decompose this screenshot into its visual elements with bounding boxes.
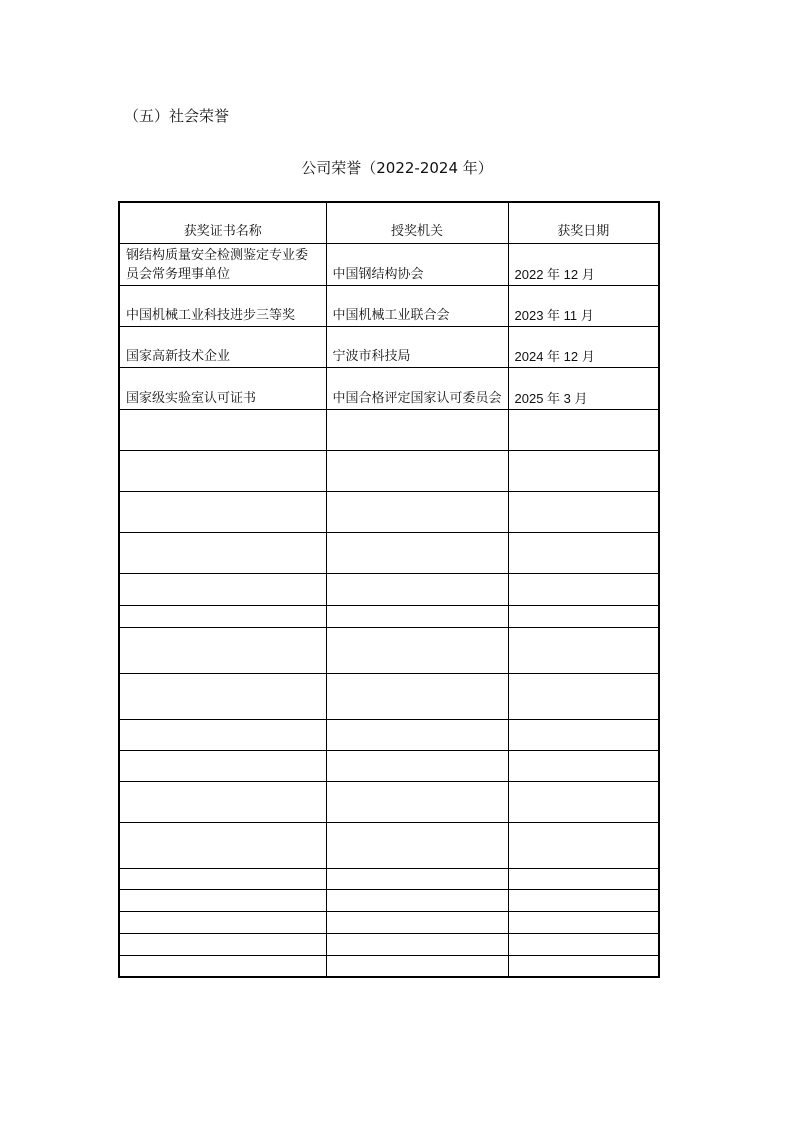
empty-row [119, 889, 659, 911]
award-name-cell: 国家高新技术企业 [119, 326, 326, 367]
empty-cell [326, 450, 508, 491]
authority-cell: 中国机械工业联合会 [326, 285, 508, 326]
empty-cell [508, 627, 659, 673]
honors-table [118, 201, 660, 978]
empty-cell [119, 822, 326, 868]
empty-cell [326, 911, 508, 933]
empty-cell [326, 673, 508, 719]
empty-cell [119, 605, 326, 627]
award-name-cell: 国家级实验室认可证书 [119, 367, 326, 409]
empty-row [119, 750, 659, 781]
header-authority: 授奖机关 [326, 202, 508, 243]
empty-row [119, 409, 659, 450]
empty-cell [508, 955, 659, 977]
empty-row [119, 933, 659, 955]
empty-cell [508, 409, 659, 450]
empty-cell [119, 532, 326, 573]
empty-cell [326, 868, 508, 889]
empty-cell [508, 719, 659, 750]
empty-row [119, 719, 659, 750]
empty-cell [326, 409, 508, 450]
empty-cell [326, 781, 508, 822]
award-date-cell: 2024 年 12 月 [508, 326, 659, 367]
empty-cell [508, 933, 659, 955]
empty-cell [508, 673, 659, 719]
empty-cell [119, 868, 326, 889]
empty-row [119, 822, 659, 868]
empty-cell [119, 933, 326, 955]
empty-cell [326, 955, 508, 977]
award-name-cell: 中国机械工业科技进步三等奖 [119, 285, 326, 326]
table-header-row [119, 202, 659, 243]
empty-cell [119, 450, 326, 491]
empty-cell [508, 889, 659, 911]
authority-cell: 中国钢结构协会 [326, 243, 508, 285]
empty-cell [508, 532, 659, 573]
empty-cell [508, 781, 659, 822]
empty-cell [119, 719, 326, 750]
table-row [119, 326, 659, 367]
empty-cell [508, 605, 659, 627]
empty-cell [119, 409, 326, 450]
empty-row [119, 450, 659, 491]
empty-cell [119, 573, 326, 605]
empty-cell [326, 605, 508, 627]
table-row [119, 243, 659, 285]
empty-row [119, 532, 659, 573]
empty-cell [119, 750, 326, 781]
empty-cell [508, 573, 659, 605]
table-row [119, 367, 659, 409]
award-date-cell: 2023 年 11 月 [508, 285, 659, 326]
authority-cell: 中国合格评定国家认可委员会 [326, 367, 508, 409]
authority-cell: 宁波市科技局 [326, 326, 508, 367]
empty-cell [119, 673, 326, 719]
empty-cell [508, 868, 659, 889]
empty-cell [119, 781, 326, 822]
award-name-cell: 钢结构质量安全检测鉴定专业委员会常务理事单位 [119, 243, 326, 285]
empty-row [119, 605, 659, 627]
section-heading: （五）社会荣誉 [124, 107, 230, 125]
empty-cell [326, 627, 508, 673]
empty-cell [326, 491, 508, 532]
empty-cell [119, 627, 326, 673]
empty-row [119, 491, 659, 532]
empty-cell [119, 911, 326, 933]
empty-cell [326, 933, 508, 955]
empty-cell [119, 491, 326, 532]
empty-cell [326, 532, 508, 573]
empty-cell [508, 822, 659, 868]
empty-row [119, 573, 659, 605]
empty-cell [326, 822, 508, 868]
award-date-cell: 2025 年 3 月 [508, 367, 659, 409]
table-title: 公司荣誉（2022-2024 年） [301, 159, 493, 177]
empty-cell [326, 889, 508, 911]
empty-row [119, 955, 659, 977]
empty-row [119, 627, 659, 673]
empty-row [119, 911, 659, 933]
empty-cell [119, 889, 326, 911]
table-row [119, 285, 659, 326]
empty-cell [326, 573, 508, 605]
empty-cell [508, 750, 659, 781]
empty-row [119, 781, 659, 822]
empty-row [119, 673, 659, 719]
award-date-cell: 2022 年 12 月 [508, 243, 659, 285]
empty-cell [326, 750, 508, 781]
empty-cell [508, 911, 659, 933]
empty-cell [508, 491, 659, 532]
empty-row [119, 868, 659, 889]
header-award-date: 获奖日期 [508, 202, 659, 243]
empty-cell [326, 719, 508, 750]
empty-cell [508, 450, 659, 491]
empty-cell [119, 955, 326, 977]
header-award-name: 获奖证书名称 [119, 202, 326, 243]
